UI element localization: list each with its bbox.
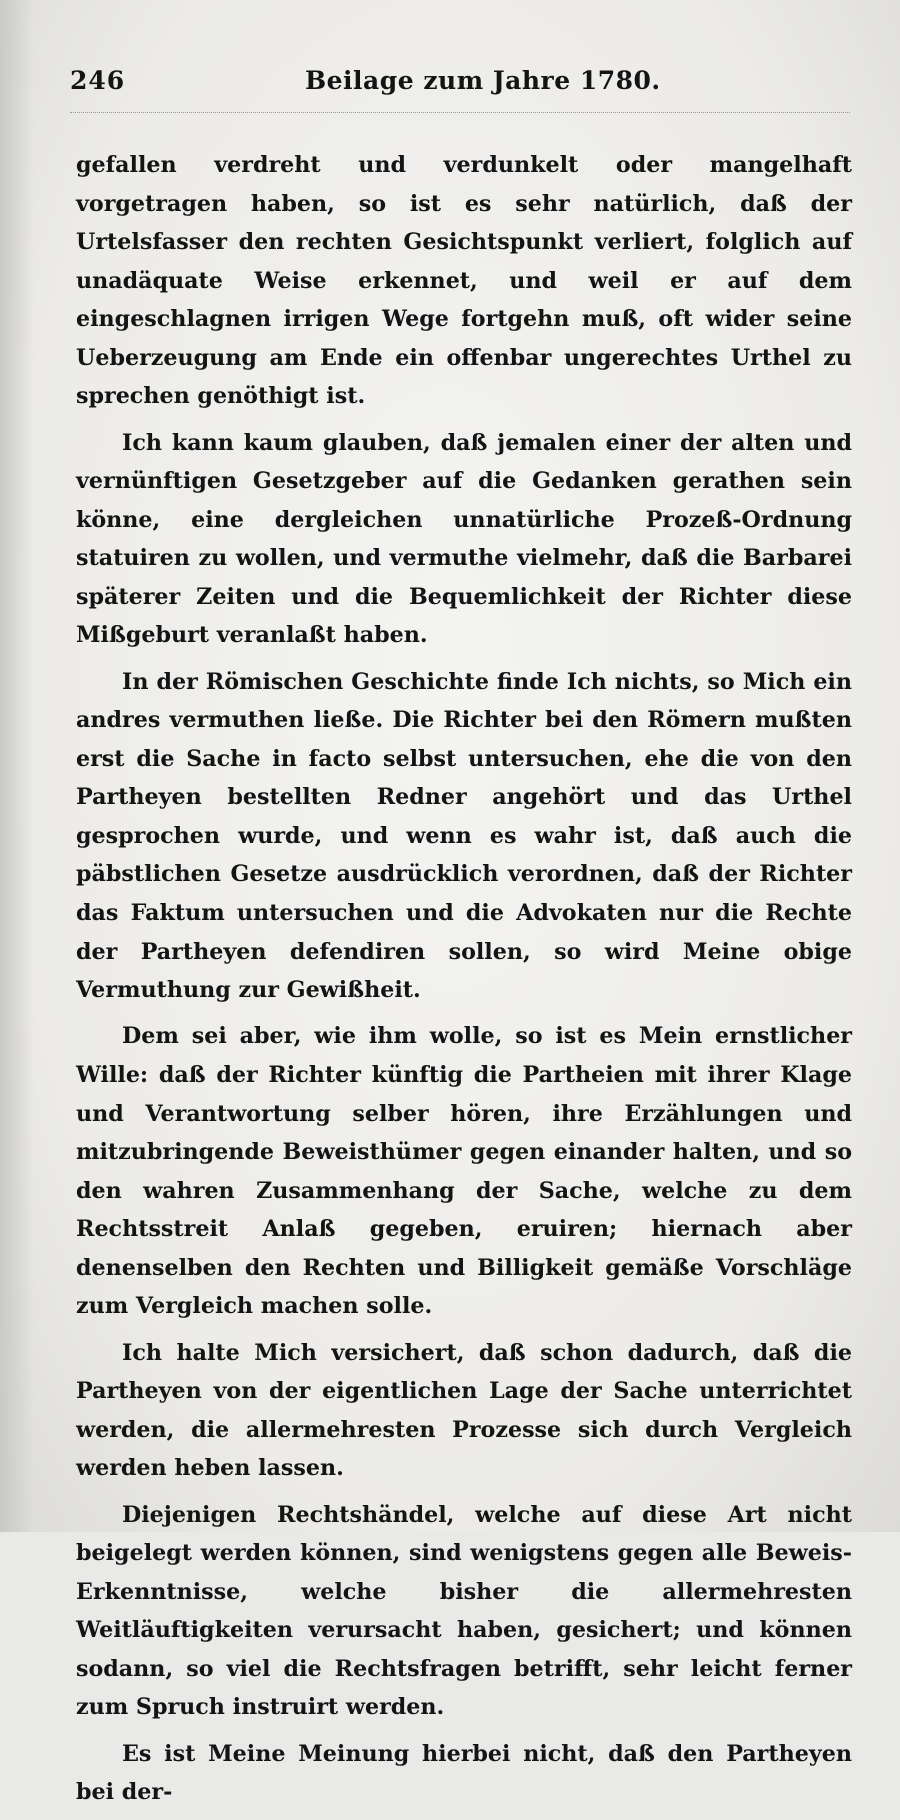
paragraph-2: Ich kann kaum glauben, daß jemalen einer der alten und vernünftigen Gesetzgeber auf die Gedanken gerathen sein könne, eine dergleichen unnatürliche Prozeß-Ordnung statuiren zu wollen, und vermuthe vielmehr, daß die Barbarei späterer Zeiten und die Bequemlichkeit der Richter diese Mißgeburt veranlaßt haben.	[76, 429, 852, 649]
page-header	[70, 66, 850, 106]
paragraph-6: Diejenigen Rechtshändel, welche auf diese Art nicht beigelegt werden können, sind wenigstens gegen alle Beweis-Erkenntnisse, welche bisher die allermehresten Weitläuftigkeiten verursacht haben, gesichert; und können sodann, so viel die Rechtsfragen betrifft, sehr leicht ferner zum Spruch instruirt werden.	[76, 1501, 852, 1721]
header-rule	[70, 112, 850, 113]
paragraph-3: In der Römischen Geschichte finde Ich nichts, so Mich ein andres vermuthen ließe. Die Richter bei den Römern mußten erst die Sache in facto selbst untersuchen, ehe die von den Partheyen bestellten Redner angehört und das Urthel gesprochen wurde, und wenn es wahr ist, daß auch die päbstlichen Gesetze ausdrücklich verordnen, daß der Richter das Faktum untersuchen und die Advokaten nur die Rechte der Partheyen defendiren sollen, so wird Meine obige Vermuthung zur Gewißheit.	[76, 668, 852, 1004]
gutter-shadow	[0, 0, 34, 1532]
paragraph-4: Dem sei aber, wie ihm wolle, so ist es Mein ernstlicher Wille: daß der Richter künftig die Partheien mit ihrer Klage und Verantwortung selber hören, ihre Erzählungen und mitzubringende Beweisthümer gegen einander halten, und so den wahren Zusammenhang der Sache, welche zu dem Rechtsstreit Anlaß gegeben, eruiren; hiernach aber denenselben den Rechten und Billigkeit gemäße Vorschläge zum Vergleich machen solle.	[76, 1023, 852, 1320]
page-number: 246	[70, 66, 126, 95]
paragraph-1: gefallen verdreht und verdunkelt oder mangelhaft vorgetragen haben, so ist es sehr natürlich, daß der Urtelsfasser den rechten Gesichtspunkt verliert, folglich auf unadäquate Weise erkennet, und weil er auf dem eingeschlagnen irrigen Wege fortgehn muß, oft wider seine Ueberzeugung am Ende ein offenbar ungerechtes Urthel zu sprechen genöthigt ist.	[76, 152, 852, 410]
paragraph-5: Ich halte Mich versichert, daß schon dadurch, daß die Partheyen von der eigentlichen Lage der Sache unterrichtet werden, die allermehresten Prozesse sich durch Vergleich werden heben lassen.	[76, 1339, 852, 1482]
body-text	[76, 146, 852, 1820]
paragraph-7: Es ist Meine Meinung hierbei nicht, daß den Partheyen bei der-	[76, 1740, 852, 1806]
running-title: Beilage zum Jahre 1780.	[305, 66, 661, 95]
